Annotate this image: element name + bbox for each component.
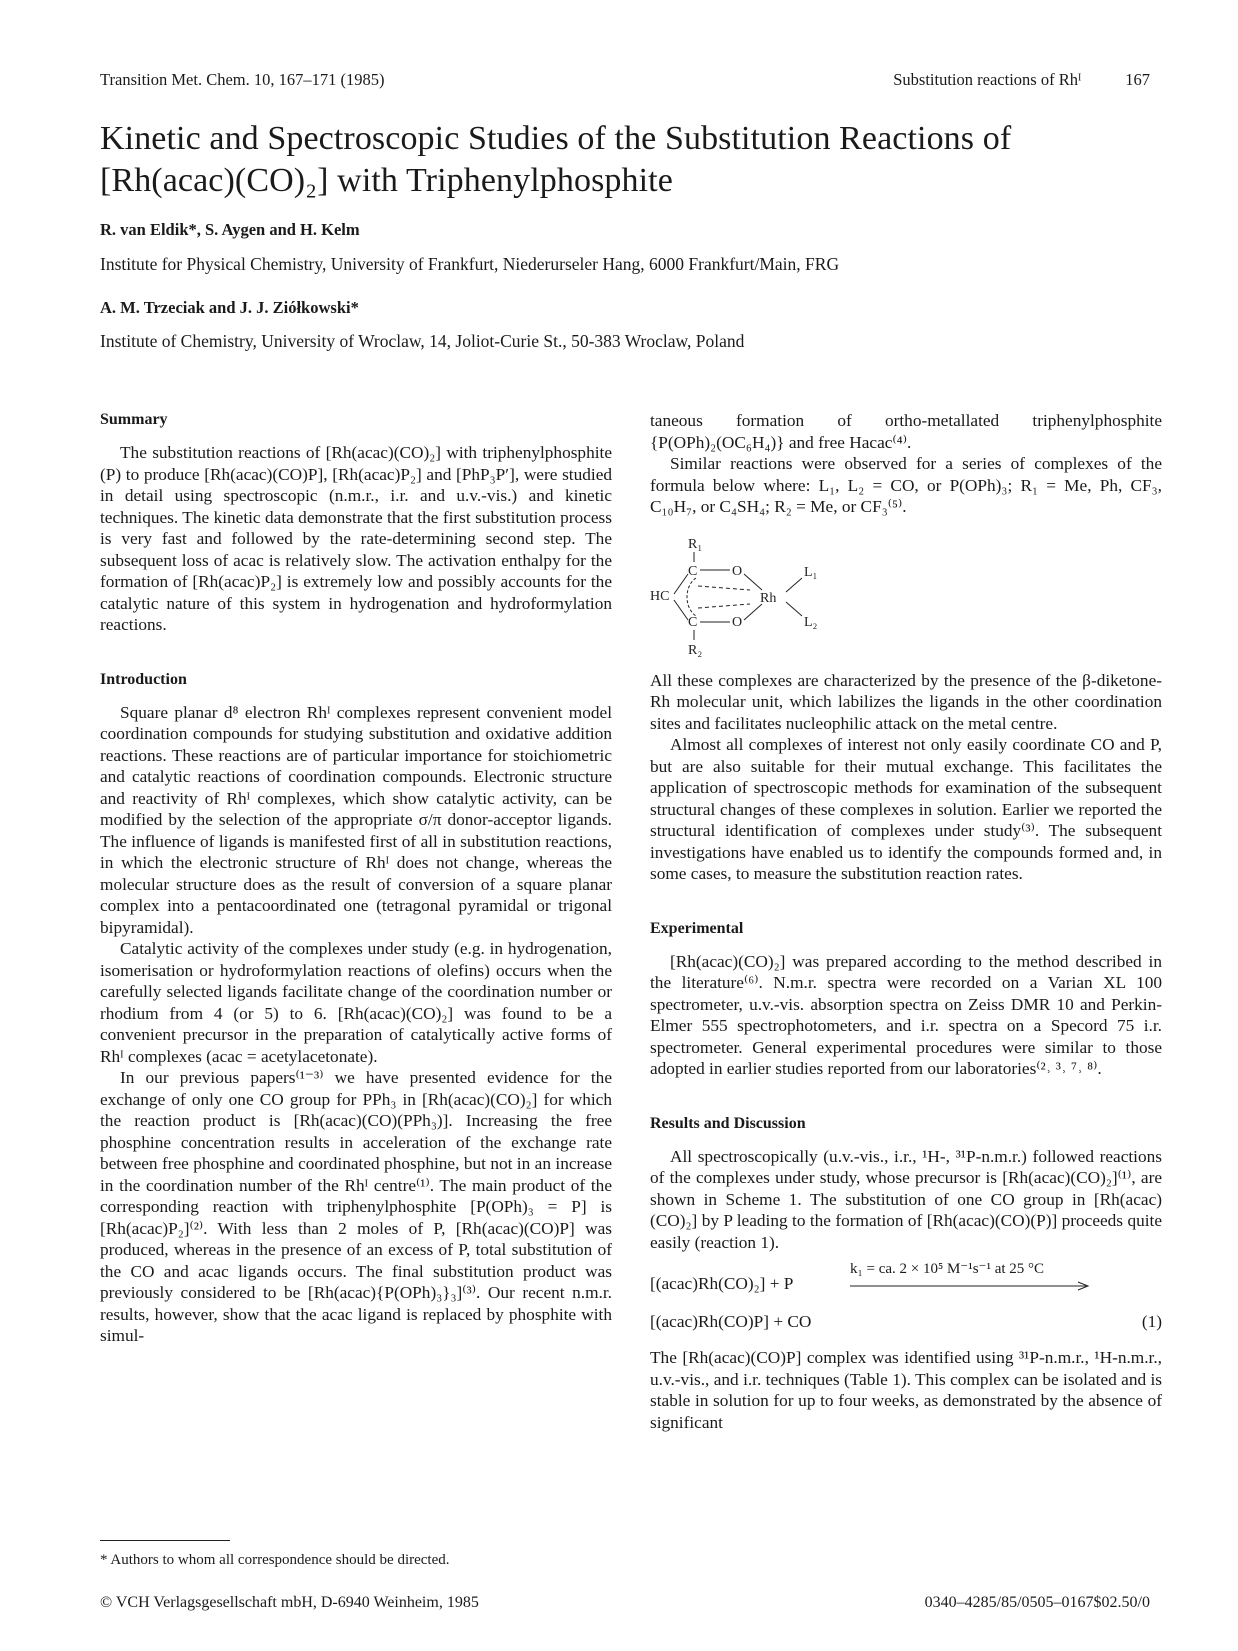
bond-rh-l2 bbox=[786, 602, 802, 616]
footnote: * Authors to whom all correspondence should be directed. bbox=[100, 1552, 450, 1568]
r2-label: R₂ bbox=[688, 642, 703, 658]
exchange-paragraph: Almost all complexes of interest not only easily coordinate CO and P, but are also suitable for their mutual exchange. This facilitates the application of spectroscopic methods for examination of the subsequent structural changes of these complexes in solution. Earlier we reported the structural identification of complexes under study⁽³⁾. The subsequent investigations have enabled us to identify the compounds formed and, in some cases, to measure the substitution reaction rates. bbox=[650, 735, 1162, 883]
beta-diketone-paragraph: All these complexes are characterized by the presence of the β-diketone-Rh molecular unit, which labilizes the ligands in the other coordination sites and facilitates nucleophilic attack on the metal centre. bbox=[650, 670, 1162, 733]
equation-lhs: [(acac)Rh(CO)₂] + P bbox=[650, 1274, 794, 1293]
deloc-dash-top bbox=[698, 586, 750, 590]
bond-rh-l1 bbox=[786, 578, 802, 592]
article-title bbox=[100, 118, 1160, 202]
experimental-text: [Rh(acac)(CO)₂] was prepared according to the method described in the literature⁽⁶⁾. N.m.r. spectra were recorded on a Varian XL 100 spectrometer, u.v.-vis. absorption spectra on Zeiss DMR 10 and Perkin-Elmer 555 spectrophotometers, and i.r. spectra on a Specord 75 i.r. spectrometer. General experimental procedures were similar to those adopted in earlier studies reported from our laboratories⁽²˒ ³˒ ⁷˒ ⁸⁾. bbox=[650, 951, 1162, 1078]
intro-paragraph-3: In our previous papers⁽¹⁻³⁾ we have presented evidence for the exchange of only one CO group for PPh₃ in [Rh(acac)(CO)₂] for which the reaction product is [Rh(acac)(CO)(PPh₃)]. Increasing the free phosphine concentration results in acceleration of the exchange rate between free phosphine and coordinated phosphine, but not in an increase in the coordination number of the Rhᴵ centre⁽¹⁾. The main product of the corresponding reaction with triphenylphosphite [P(OPh)₃ = P] is [Rh(acac)P₂]⁽²⁾. With less than 2 moles of P, [Rh(acac)(CO)P] was produced, whereas in the presence of an excess of P, total substitution of the CO and acac ligands occurs. The final substitution product was previously considered to be [Rh(acac){P(OPh)₃}₃]⁽³⁾. Our recent n.m.r. results, however, show that the acac ligand is replaced by phosphite with simul- bbox=[100, 1068, 612, 1345]
article-code: 0340–4285/85/0505–0167$02.50/0 bbox=[924, 1594, 1150, 1611]
l1-label: L₁ bbox=[804, 564, 818, 580]
right-column bbox=[650, 410, 1162, 1433]
page-number: 167 bbox=[1125, 70, 1150, 89]
running-title-block bbox=[893, 70, 1150, 90]
summary-heading: Summary bbox=[100, 411, 168, 428]
carbon-top: C bbox=[688, 563, 698, 579]
title-line-2: [Rh(acac)(CO)₂] with Triphenylphosphite bbox=[100, 162, 673, 199]
author-group-1: R. van Eldik*, S. Aygen and H. Kelm bbox=[100, 220, 360, 239]
oxygen-top: O bbox=[732, 563, 743, 579]
reaction-arrow bbox=[850, 1281, 1090, 1291]
diketonate-structure-diagram bbox=[650, 530, 1162, 660]
publisher-line: © VCH Verlagsgesellschaft mbH, D-6940 Weinheim, 1985 bbox=[100, 1594, 479, 1611]
results-paragraph-2: The [Rh(acac)(CO)P] complex was identified using ³¹P-n.m.r., ¹H-n.m.r., u.v.-vis., and i.r. techniques (Table 1). This complex can be isolated and is stable in solution for up to four weeks, as demonstrated by the absence of significant bbox=[650, 1348, 1162, 1432]
oxygen-bottom: O bbox=[732, 614, 743, 630]
continuation-paragraph: taneous formation of ortho-metallated triphenylphosphite {P(OPh)₂(OC₆H₄)} and free Hacac⁽⁴⁾. bbox=[650, 411, 1162, 452]
l2-label: L₂ bbox=[804, 614, 818, 630]
reaction-equation-1 bbox=[650, 1259, 1162, 1343]
bond-hc-top bbox=[674, 574, 688, 594]
intro-paragraph-2: Catalytic activity of the complexes under study (e.g. in hydrogenation, isomerisation or hydroformylation reactions of olefins) occurs when the carefully selected ligands facilitate change of the coordination number or rhodium from 4 (or 5) to 6. [Rh(acac)(CO)₂] was found to be a convenient precursor in the preparation of catalytically active forms of Rhᴵ complexes (acac = acetylacetonate). bbox=[100, 939, 612, 1066]
hc-label: HC bbox=[650, 588, 670, 604]
delocalized-arc bbox=[687, 578, 696, 616]
equation-number: (1) bbox=[1141, 1312, 1162, 1331]
author-group-2: A. M. Trzeciak and J. J. Ziółkowski* bbox=[100, 298, 359, 317]
equation-rhs: [(acac)Rh(CO)P] + CO bbox=[650, 1312, 812, 1331]
r1-label: R₁ bbox=[688, 536, 703, 552]
journal-citation: Transition Met. Chem. 10, 167–171 (1985) bbox=[100, 70, 385, 89]
deloc-dash-bottom bbox=[698, 604, 750, 608]
carbon-bottom: C bbox=[688, 614, 698, 630]
similar-reactions-paragraph: Similar reactions were observed for a series of complexes of the formula below where: L₁, L₂ = CO, or P(OPh)₃; R₁ = Me, Ph, CF₃, C₁₀H₇, or C₄SH₄; R₂ = Me, or CF₃⁽⁵⁾. bbox=[650, 454, 1162, 516]
bond-o-rh-top bbox=[744, 574, 762, 590]
affiliation-1: Institute for Physical Chemistry, University of Frankfurt, Niederurseler Hang, 6000 Frankfurt/Main, FRG bbox=[100, 254, 840, 274]
rhodium-label: Rh bbox=[760, 590, 777, 606]
introduction-heading: Introduction bbox=[100, 670, 187, 688]
title-line-1: Kinetic and Spectroscopic Studies of the Substitution Reactions of bbox=[100, 120, 1012, 157]
footnote-rule bbox=[100, 1540, 230, 1541]
affiliation-2: Institute of Chemistry, University of Wroclaw, 14, Joliot-Curie St., 50-383 Wroclaw, Poland bbox=[100, 331, 745, 351]
bond-hc-bottom bbox=[674, 600, 688, 620]
experimental-heading: Experimental bbox=[650, 919, 744, 937]
bond-o-rh-bottom bbox=[744, 604, 762, 620]
equation-rate-constant: k₁ = ca. 2 × 10⁵ M⁻¹s⁻¹ at 25 °C bbox=[850, 1261, 1045, 1277]
structure-svg bbox=[650, 530, 1162, 660]
intro-paragraph-1: Square planar d⁸ electron Rhᴵ complexes represent convenient model coordination compounds for studying substitution and oxidative addition reactions. These reactions are of particular importance for stoichiometric and catalytic reactions of coordination compounds. Electronic structure and reactivity of Rhᴵ complexes, which show catalytic activity, can be modified by the selection of the appropriate σ/π donor-acceptor ligands. The influence of ligands is manifested first of all in substitution reactions, in which the electronic structure of Rhᴵ does not change, whereas the molecular structure does as the result of conversion of a square planar complex into a pentacoordinated one (tetragonal pyramidal or trigonal bipyramidal). bbox=[100, 702, 612, 937]
running-header bbox=[100, 70, 1150, 94]
results-paragraph-1: All spectroscopically (u.v.-vis., i.r., ¹H-, ³¹P-n.m.r.) followed reactions of the complexes under study, whose precursor is [Rh(acac)(CO)₂]⁽¹⁾, are shown in Scheme 1. The substitution of one CO group in [Rh(acac)(CO)₂] by P leading to the formation of [Rh(acac)(CO)(P)] proceeds quite easily (reaction 1). bbox=[650, 1146, 1162, 1252]
running-title: Substitution reactions of Rhᴵ bbox=[893, 70, 1082, 89]
summary-text: The substitution reactions of [Rh(acac)(CO)₂] with triphenylphosphite (P) to produce [Rh(acac)(CO)P], [Rh(acac)P₂] and [PhP₃P′], were studied in detail using spectroscopic (n.m.r., i.r. and u.v.-vis.) and kinetic techniques. The kinetic data demonstrate that the first substitution process is very fast and followed by the rate-determining second step. The subsequent loss of acac is relatively slow. The activation enthalpy for the formation of [Rh(acac)P₂] is extremely low and possibly accounts for the catalytic nature of this system in hydrogenation and hydroformylation reactions. bbox=[100, 443, 612, 634]
results-heading: Results and Discussion bbox=[650, 1114, 806, 1132]
left-column bbox=[100, 410, 612, 1347]
